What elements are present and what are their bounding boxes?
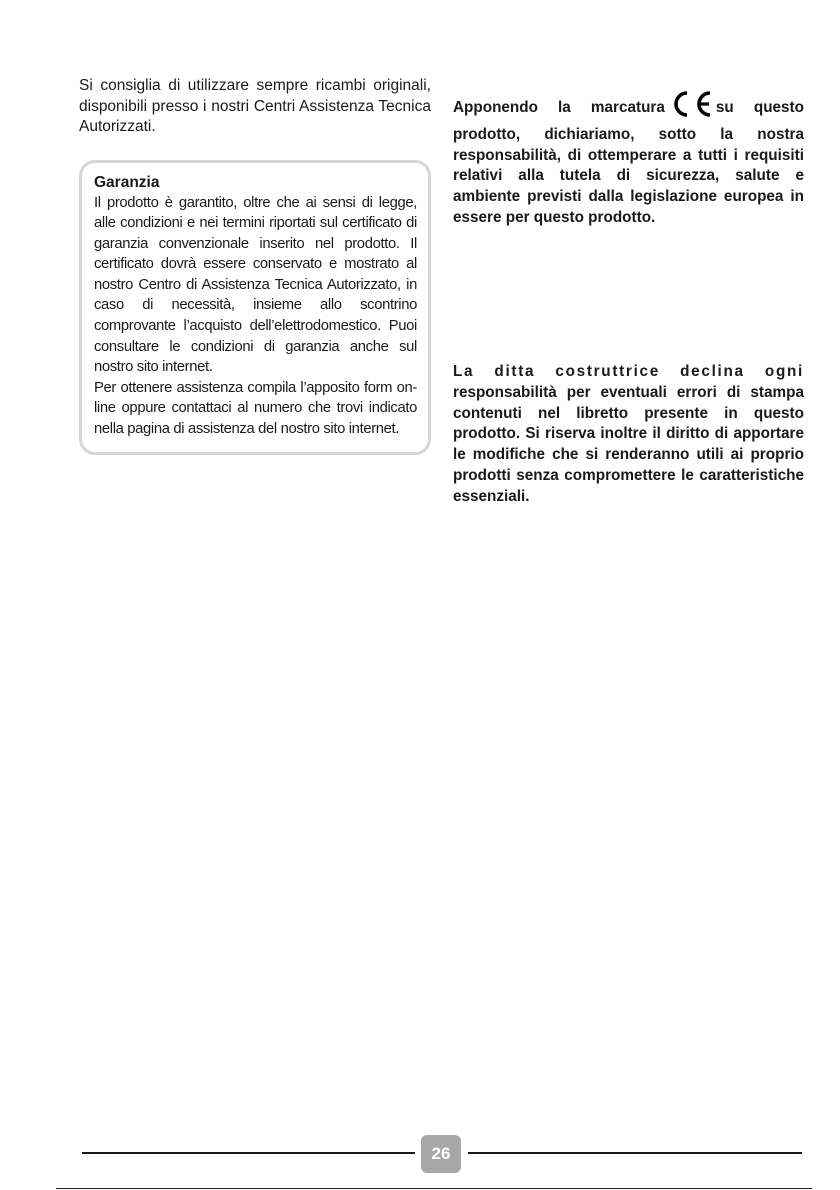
spare-parts-note: Si consiglia di utilizzare sempre ricambi originali, disponibili presso i nostri Centri Assistenza Tecnica Autorizzati. — [79, 77, 431, 135]
footer-rule-right — [468, 1152, 802, 1154]
footer-rule-left — [82, 1152, 415, 1154]
disclaimer-lead: La ditta costruttrice declina ogni — [453, 363, 804, 380]
ce-mark-icon — [667, 90, 713, 125]
warranty-box — [79, 160, 431, 455]
warranty-paragraph-terms: Il prodotto è garantito, oltre che ai sensi di legge, alle condizioni e nei termini riportati sul certificato di garanzia convenzionale inserito nel prodotto. Il certificato dovrà essere conservato e mostrato al nostro Centro di Assistenza Tecnica Autorizzato, in caso di necessità, insieme allo scontrino comprovante l’acquisto dell’elettrodomestico. Puoi consultare le condizioni di garanzia anche sul nostro sito internet. — [94, 194, 417, 376]
warranty-title: Garanzia — [94, 173, 160, 191]
ce-declaration — [453, 90, 804, 229]
left-column — [79, 76, 431, 455]
ce-declaration-body: su questo prodotto, dichiariamo, sotto la nostra responsabilità, di ottemperare a tutti i requisiti relativi alla tutela di sicurezza, salute e ambiente previsti dalla legislazione europea in essere per questo prodotto. — [453, 99, 804, 226]
page-number-badge: 26 — [421, 1135, 461, 1173]
ce-declaration-lead: Apponendo la marcatura — [453, 99, 665, 116]
manufacturer-disclaimer — [453, 362, 804, 508]
warranty-paragraph-assistance: Per ottenere assistenza compila l’apposito form on-line oppure contattaci al numero che trovi indicato nella pagina di assistenza del nostro sito internet. — [94, 379, 417, 438]
page-bottom-rule — [56, 1188, 812, 1189]
right-column — [453, 90, 804, 505]
disclaimer-body: responsabilità per eventuali errori di stampa contenuti nel libretto presente in questo prodotto. Si riserva inoltre il diritto di apportare le modifiche che si renderanno utili ai proprio prodotti senza compromettere le caratteristiche essenziali. — [453, 383, 804, 505]
